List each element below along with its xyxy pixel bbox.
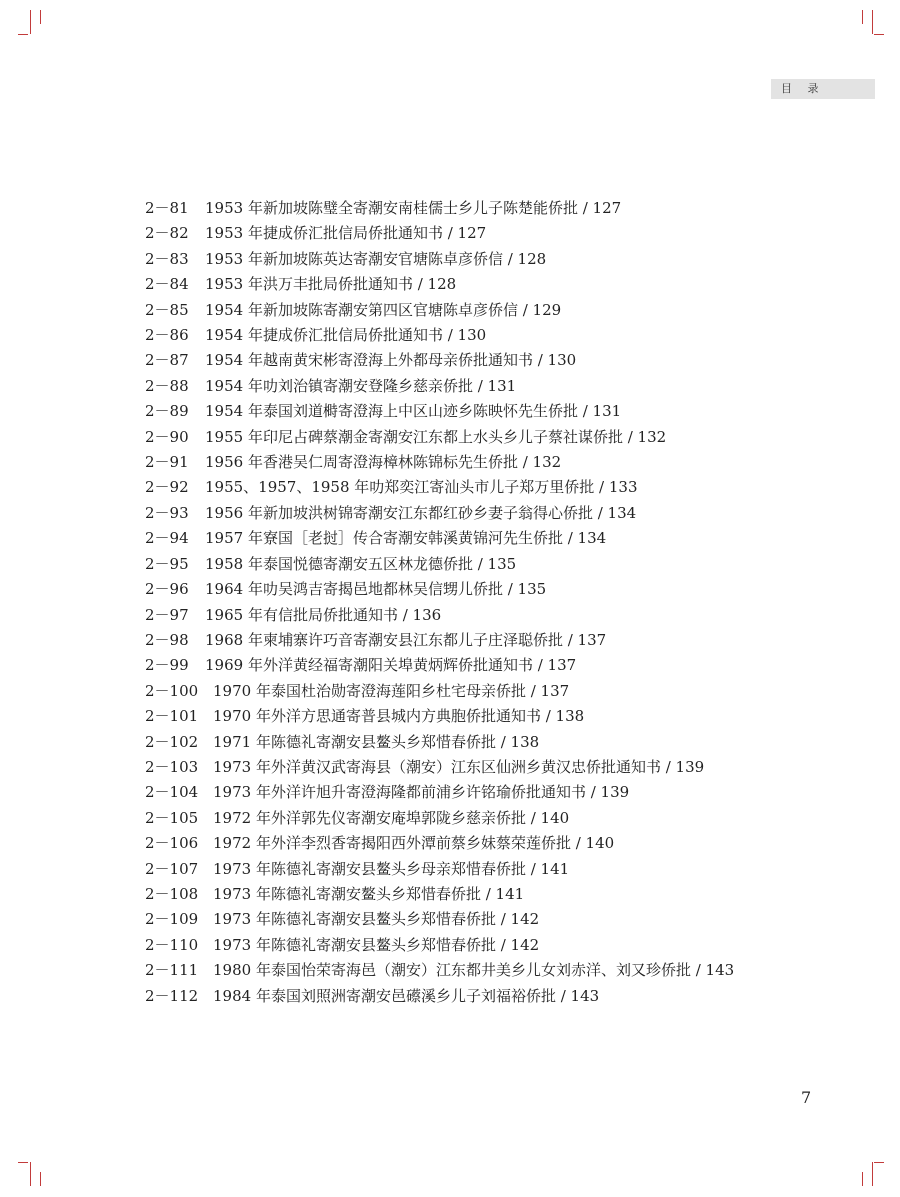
toc-entry-number: 2－93 bbox=[145, 503, 189, 522]
toc-entry-title: 1955 年印尼占碑蔡潮金寄潮安江东都上水头乡儿子蔡社谋侨批 / 132 bbox=[205, 427, 667, 446]
toc-entry-number: 2－81 bbox=[145, 199, 189, 217]
toc-entry-number: 2－87 bbox=[145, 351, 189, 370]
toc-entry bbox=[145, 857, 785, 882]
toc-entry bbox=[145, 730, 785, 755]
toc-entry-title: 1953 年新加坡陈璧全寄潮安南桂儒士乡儿子陈楚能侨批 / 127 bbox=[205, 199, 622, 217]
toc-entry-title: 1953 年新加坡陈英达寄潮安官塘陈卓彦侨信 / 128 bbox=[205, 249, 547, 268]
toc-entry-title: 1973 年外洋许旭升寄澄海隆都前浦乡许铭瑜侨批通知书 / 139 bbox=[213, 783, 630, 802]
toc-entry-number: 2－102 bbox=[145, 732, 199, 751]
toc-entry-number: 2－84 bbox=[145, 275, 189, 294]
toc-entry bbox=[145, 628, 785, 653]
toc-entry-title: 1957 年寮国［老挝］传合寄潮安韩溪黄锦河先生侨批 / 134 bbox=[205, 529, 607, 548]
toc-entry-number: 2－96 bbox=[145, 580, 189, 599]
toc-entry-number: 2－105 bbox=[145, 808, 199, 827]
toc-entry-number: 2－97 bbox=[145, 605, 189, 624]
toc-entry-title: 1970 年外洋方思通寄普县城内方典胞侨批通知书 / 138 bbox=[213, 707, 585, 726]
running-header bbox=[771, 79, 875, 99]
toc-entry-title: 1980 年泰国怡荣寄海邑（潮安）江东都井美乡儿女刘赤洋、刘又珍侨批 / 143 bbox=[213, 961, 735, 980]
toc-entry-title: 1973 年陈德礼寄潮安县鳌头乡郑惜春侨批 / 142 bbox=[213, 910, 540, 929]
page-number: 7 bbox=[801, 1088, 812, 1107]
toc-entry bbox=[145, 272, 785, 297]
toc-entry bbox=[145, 831, 785, 856]
toc-entry-number: 2－101 bbox=[145, 707, 199, 726]
toc-entry bbox=[145, 348, 785, 373]
toc-entry-title: 1984 年泰国刘照洲寄潮安邑礤溪乡儿子刘福裕侨批 / 143 bbox=[213, 986, 600, 1005]
toc-entry-title: 1970 年泰国杜治勋寄澄海莲阳乡杜宅母亲侨批 / 137 bbox=[213, 681, 570, 700]
toc-entry-number: 2－91 bbox=[145, 453, 189, 472]
toc-entry-title: 1956 年香港吴仁周寄澄海樟林陈锦标先生侨批 / 132 bbox=[205, 453, 562, 472]
toc-entry-number: 2－85 bbox=[145, 300, 189, 319]
toc-entry-number: 2－109 bbox=[145, 910, 199, 929]
toc-entry-number: 2－82 bbox=[145, 224, 189, 243]
toc-entry bbox=[145, 755, 785, 780]
toc-entry bbox=[145, 933, 785, 958]
toc-entry-number: 2－110 bbox=[145, 935, 199, 954]
toc-entry-title: 1969 年外洋黄经福寄潮阳关埠黄炳辉侨批通知书 / 137 bbox=[205, 656, 577, 675]
toc-entry bbox=[145, 653, 785, 678]
toc-entry-number: 2－89 bbox=[145, 402, 189, 421]
toc-entry bbox=[145, 526, 785, 551]
toc-entry-title: 1954 年新加坡陈寄潮安第四区官塘陈卓彦侨信 / 129 bbox=[205, 300, 562, 319]
toc-entry bbox=[145, 475, 785, 500]
toc-entry-title: 1954 年叻刘治镇寄潮安登隆乡慈亲侨批 / 131 bbox=[205, 376, 517, 395]
toc-entry-number: 2－100 bbox=[145, 681, 199, 700]
toc-entry bbox=[145, 780, 785, 805]
toc-entry-title: 1956 年新加坡洪树锦寄潮安江东都红砂乡妻子翁得心侨批 / 134 bbox=[205, 503, 637, 522]
toc-entry-number: 2－90 bbox=[145, 427, 189, 446]
toc-entry bbox=[145, 882, 785, 907]
toc-entry bbox=[145, 577, 785, 602]
toc-entry-title: 1972 年外洋李烈香寄揭阳西外潭前蔡乡妹蔡荣莲侨批 / 140 bbox=[213, 834, 615, 853]
toc-entry-title: 1955、1957、1958 年叻郑奕江寄汕头市儿子郑万里侨批 / 133 bbox=[205, 478, 638, 497]
toc-entry-title: 1954 年越南黄宋彬寄澄海上外都母亲侨批通知书 / 130 bbox=[205, 351, 577, 370]
running-header-title: 目 录 bbox=[781, 82, 825, 95]
toc-entry bbox=[145, 704, 785, 729]
toc-entry-number: 2－106 bbox=[145, 834, 199, 853]
toc-entry-number: 2－107 bbox=[145, 859, 199, 878]
toc-entry bbox=[145, 196, 785, 221]
toc-entry-number: 2－112 bbox=[145, 986, 199, 1005]
toc-entry-number: 2－111 bbox=[145, 961, 199, 980]
toc-entry-number: 2－88 bbox=[145, 376, 189, 395]
toc-entry-title: 1954 年泰国刘道榯寄澄海上中区山迹乡陈映怀先生侨批 / 131 bbox=[205, 402, 622, 421]
toc-entry-number: 2－99 bbox=[145, 656, 189, 675]
toc-entry bbox=[145, 247, 785, 272]
toc-entry-title: 1973 年陈德礼寄潮安县鳌头乡母亲郑惜春侨批 / 141 bbox=[213, 859, 570, 878]
toc-entry-title: 1973 年陈德礼寄潮安鳌头乡郑惜春侨批 / 141 bbox=[213, 884, 525, 903]
toc-entry bbox=[145, 399, 785, 424]
toc-entry bbox=[145, 450, 785, 475]
toc-entry bbox=[145, 298, 785, 323]
toc-entry bbox=[145, 806, 785, 831]
toc-entry-title: 1953 年洪万丰批局侨批通知书 / 128 bbox=[205, 275, 457, 294]
toc-entry-title: 1972 年外洋郭先仪寄潮安庵埠郭陇乡慈亲侨批 / 140 bbox=[213, 808, 570, 827]
toc-entry bbox=[145, 958, 785, 983]
toc-entry-number: 2－103 bbox=[145, 757, 199, 776]
toc-entry bbox=[145, 501, 785, 526]
toc-entry-title: 1958 年泰国悦德寄潮安五区林龙德侨批 / 135 bbox=[205, 554, 517, 573]
toc-entry-number: 2－98 bbox=[145, 630, 189, 649]
toc-entry-title: 1965 年有信批局侨批通知书 / 136 bbox=[205, 605, 442, 624]
toc-entry bbox=[145, 221, 785, 246]
toc-entry bbox=[145, 425, 785, 450]
toc-entry-title: 1953 年捷成侨汇批信局侨批通知书 / 127 bbox=[205, 224, 487, 243]
toc-entry-number: 2－94 bbox=[145, 529, 189, 548]
toc-entry-title: 1964 年叻吴鸿吉寄揭邑地都林吴信甥儿侨批 / 135 bbox=[205, 580, 547, 599]
toc-entry-number: 2－83 bbox=[145, 249, 189, 268]
toc-entry-number: 2－104 bbox=[145, 783, 199, 802]
toc-entry bbox=[145, 603, 785, 628]
toc-entry-title: 1968 年柬埔寨许巧音寄潮安县江东都儿子庄泽聪侨批 / 137 bbox=[205, 630, 607, 649]
toc-entry-title: 1973 年外洋黄汉武寄海县（潮安）江东区仙洲乡黄汉忠侨批通知书 / 139 bbox=[213, 757, 705, 776]
toc-entry-title: 1971 年陈德礼寄潮安县鳌头乡郑惜春侨批 / 138 bbox=[213, 732, 540, 751]
table-of-contents bbox=[145, 196, 785, 1009]
toc-entry bbox=[145, 552, 785, 577]
toc-entry bbox=[145, 984, 785, 1009]
toc-entry bbox=[145, 374, 785, 399]
toc-entry-number: 2－108 bbox=[145, 884, 199, 903]
toc-entry-number: 2－86 bbox=[145, 326, 189, 345]
toc-entry-title: 1973 年陈德礼寄潮安县鳌头乡郑惜春侨批 / 142 bbox=[213, 935, 540, 954]
toc-entry-number: 2－92 bbox=[145, 478, 189, 497]
toc-entry bbox=[145, 907, 785, 932]
toc-entry bbox=[145, 679, 785, 704]
toc-entry-number: 2－95 bbox=[145, 554, 189, 573]
toc-entry-title: 1954 年捷成侨汇批信局侨批通知书 / 130 bbox=[205, 326, 487, 345]
toc-entry bbox=[145, 323, 785, 348]
